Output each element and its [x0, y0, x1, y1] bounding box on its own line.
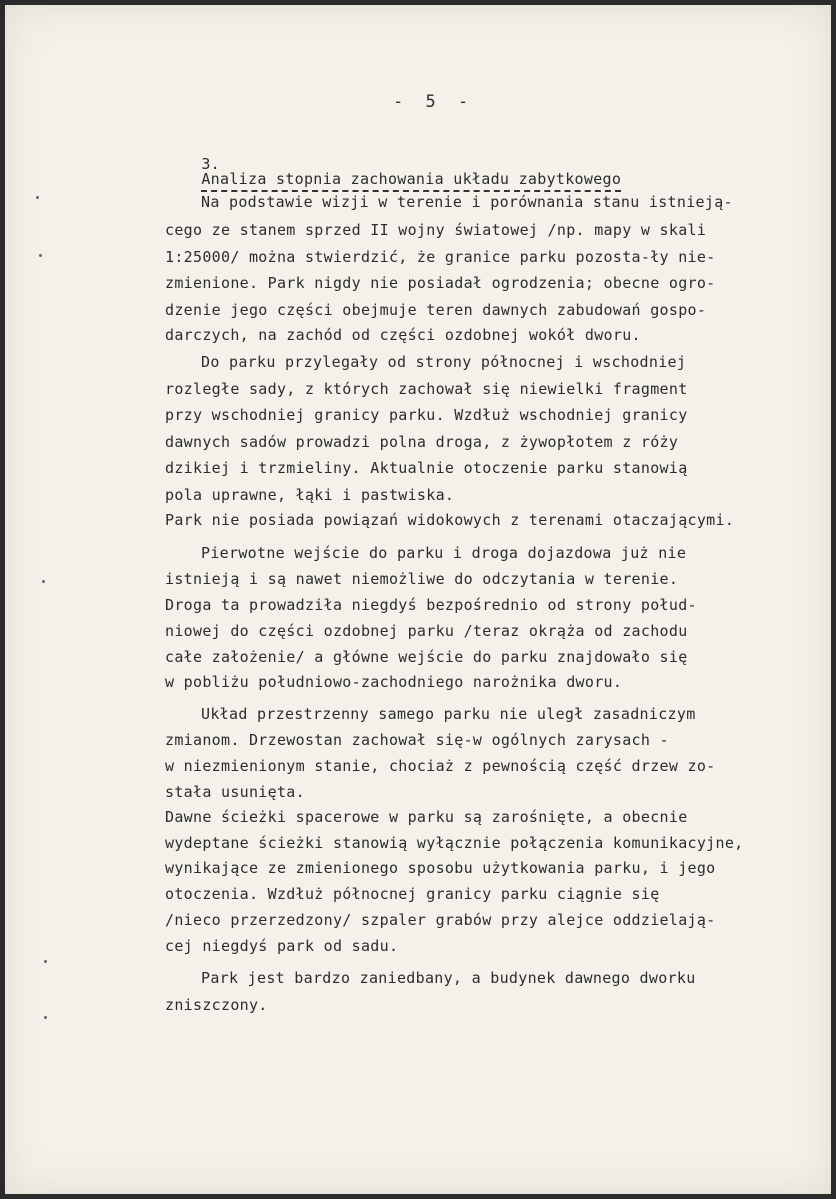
paragraph-1-line-4: zmienione. Park nigdy nie posiadał ogrodzenia; obecne ogro- [165, 274, 716, 292]
scan-speck [42, 580, 45, 583]
paragraph-2-line-4: dawnych sadów prowadzi polna droga, z żywopłotem z róży [165, 433, 679, 451]
paragraph-4-line-10: cej niegdyś park od sadu. [165, 937, 399, 955]
paragraph-2-line-2: rozległe sady, z których zachował się niewielki fragment [165, 380, 688, 398]
paragraph-2-line-6: pola uprawne, łąki i pastwiska. [165, 486, 455, 504]
paragraph-1-line-1: Na podstawie wizji w terenie i porównania stanu istnieją- [201, 193, 733, 211]
paragraph-5-line-2: zniszczony. [165, 996, 268, 1014]
paragraph-3-line-1: Pierwotne wejście do parku i droga dojazdowa już nie [201, 544, 687, 562]
paragraph-4-line-8: otoczenia. Wzdłuż północnej granicy parku ciągnie się [165, 885, 660, 903]
paragraph-4-line-4: stała usunięta. [165, 783, 305, 801]
paragraph-3-line-5: całe założenie/ a główne wejście do parku znajdowało się [165, 648, 688, 666]
section-title: Analiza stopnia zachowania układu zabytkowego [201, 170, 621, 192]
paragraph-3-line-4: niowej do części ozdobnej parku /teraz okrąża od zachodu [165, 622, 688, 640]
paragraph-2-line-3: przy wschodniej granicy parku. Wzdłuż wschodniej granicy [165, 406, 688, 424]
paragraph-4-line-6: wydeptane ścieżki stanowią wyłącznie połączenia komunikacyjne, [165, 834, 744, 852]
paragraph-2-line-5: dzikiej i trzmieliny. Aktualnie otoczenie parku stanowią [165, 459, 688, 477]
paragraph-1-line-3: 1:25000/ można stwierdzić, że granice parku pozosta-ły nie- [165, 248, 716, 266]
paragraph-2-line-7: Park nie posiada powiązań widokowych z terenami otaczającymi. [165, 511, 735, 529]
scan-speck [44, 960, 47, 963]
scan-speck [44, 1016, 47, 1019]
section-number: 3. [201, 155, 220, 173]
paragraph-1-line-6: darczych, na zachód od części ozdobnej wokół dworu. [165, 326, 641, 344]
paragraph-4-line-3: w niezmienionym stanie, chociaż z pewnością część drzew zo- [165, 757, 716, 775]
paragraph-5-line-1: Park jest bardzo zaniedbany, a budynek dawnego dworku [201, 969, 696, 987]
paragraph-4-line-2: zmianom. Drzewostan zachował się-w ogólnych zarysach - [165, 731, 669, 749]
paragraph-4-line-9: /nieco przerzedzony/ szpaler grabów przy alejce oddzielają- [165, 911, 716, 929]
paragraph-1-line-2: cego ze stanem sprzed II wojny światowej /np. mapy w skali [165, 221, 707, 239]
typewritten-page [5, 5, 831, 1194]
paragraph-3-line-2: istnieją i są nawet niemożliwe do odczytania w terenie. [165, 570, 679, 588]
paragraph-4-line-5: Dawne ścieżki spacerowe w parku są zarośnięte, a obecnie [165, 808, 688, 826]
paragraph-4-line-1: Układ przestrzenny samego parku nie uległ zasadniczym [201, 705, 696, 723]
paragraph-3-line-3: Droga ta prowadziła niegdyś bezpośrednio od strony połud- [165, 596, 697, 614]
page-number: - 5 - [393, 92, 475, 112]
paragraph-4-line-7: wynikające ze zmienionego sposobu użytkowania parku, i jego [165, 859, 716, 877]
paragraph-3-line-6: w pobliżu południowo-zachodniego narożnika dworu. [165, 673, 623, 691]
paragraph-1-line-5: dzenie jego części obejmuje teren dawnych zabudowań gospo- [165, 301, 707, 319]
scan-speck [39, 254, 42, 257]
scan-speck [36, 196, 39, 199]
paragraph-2-line-1: Do parku przylegały od strony północnej i wschodniej [201, 353, 687, 371]
